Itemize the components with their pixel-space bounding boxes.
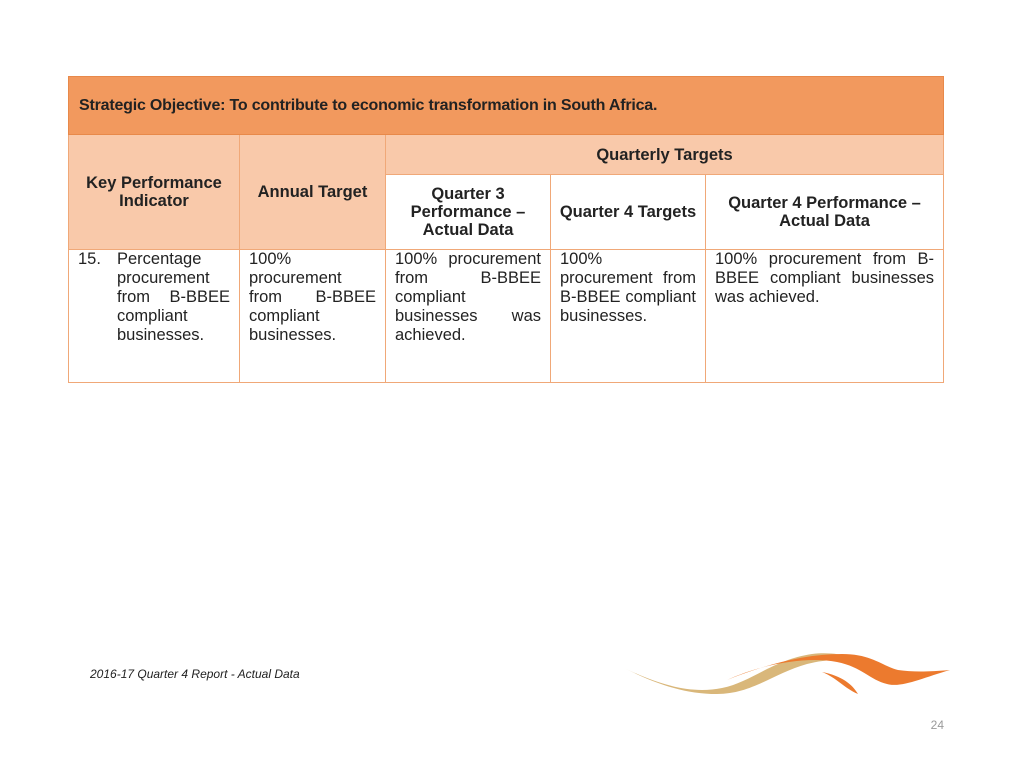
header-annual-target: Annual Target [240, 135, 386, 250]
annual-target-cell: 100% procurement from B-BBEE compliant businesses. [240, 250, 386, 383]
header-quarterly-targets: Quarterly Targets [386, 135, 944, 175]
q4-performance-cell: 100% procurement from B-BBEE compliant businesses was achieved. [706, 250, 944, 383]
header-q4-performance: Quarter 4 Performance – Actual Data [706, 175, 944, 250]
q4-targets-cell: 100% procurement from B-BBEE compliant businesses. [551, 250, 706, 383]
kpi-cell [69, 250, 240, 383]
header-q4-targets: Quarter 4 Targets [551, 175, 706, 250]
logo-orange-tail [822, 672, 858, 694]
page-number: 24 [930, 718, 944, 732]
objective-row [69, 77, 944, 135]
header-kpi: Key Performance Indicator [69, 135, 240, 250]
table-row [69, 250, 944, 383]
kpi-number: 15. [78, 250, 101, 268]
performance-table [68, 76, 944, 383]
header-row-1 [69, 135, 944, 175]
q3-performance-cell: 100% procurement from B-BBEE compliant businesses was achieved. [386, 250, 551, 383]
footer-report-label: 2016-17 Quarter 4 Report - Actual Data [90, 667, 300, 681]
kpi-text: Percentage procurement from B-BBEE compliant businesses. [117, 250, 230, 344]
header-q3-performance: Quarter 3 Performance – Actual Data [386, 175, 551, 250]
swoosh-logo [622, 650, 952, 700]
strategic-objective: Strategic Objective: To contribute to economic transformation in South Africa. [69, 77, 944, 135]
